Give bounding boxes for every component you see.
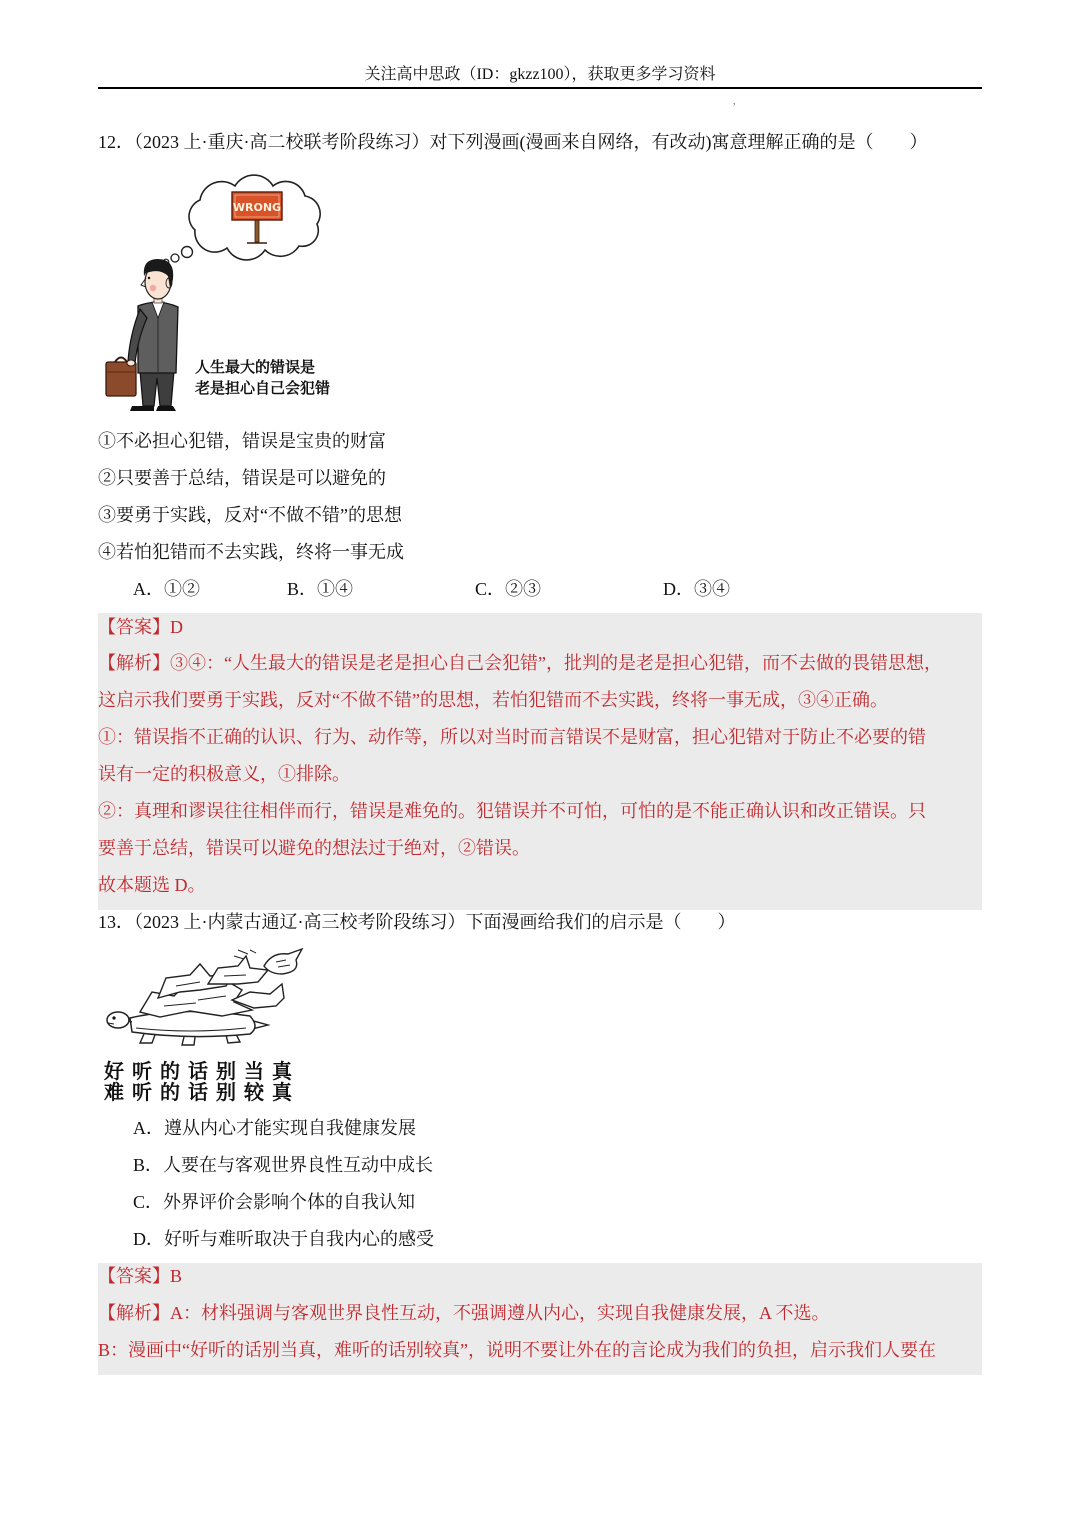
answer-line: 【答案】B [98, 1266, 183, 1286]
option-a: A．①② [133, 579, 200, 599]
option-d: D．③④ [663, 579, 730, 599]
analysis-line: 这启示我们要勇于实践，反对“不做不错”的思想，若怕犯错而不去实践，终将一事无成，③④正确。 [98, 690, 888, 710]
turtle [107, 1011, 268, 1045]
header-divider [98, 87, 982, 89]
analysis-line: 要善于总结，错误可以避免的想法过于绝对，②错误。 [98, 838, 530, 858]
cartoon-caption-line: 老是担心自己会犯错 [195, 379, 331, 397]
analysis-line: 故本题选 D。 [98, 875, 206, 895]
option-c: C．外界评价会影响个体的自我认知 [133, 1192, 416, 1212]
option-b: B．①④ [287, 579, 354, 599]
worried-man [106, 259, 178, 411]
analysis-line: ②：真理和谬误往往相伴而行，错误是难免的。犯错误并不可怕，可怕的是不能正确认识和改正错误。只 [98, 801, 926, 821]
analysis-line: 【解析】A：材料强调与客观世界良性互动，不强调遵从内心，实现自我健康发展，A 不选。 [98, 1303, 830, 1323]
cartoon-caption-line: 人生最大的错误是 [195, 358, 316, 376]
speech-bubble-pile [140, 956, 284, 1017]
analysis-line: ①：错误指不正确的认识、行为、动作等，所以对当时而言错误不是财富，担心犯错对于防止不必要的错 [98, 727, 926, 747]
option-d: D．好听与难听取决于自我内心的感受 [133, 1229, 434, 1249]
option-b: B．人要在与客观世界良性互动中成长 [133, 1155, 434, 1175]
page-header-title: 关注高中思政（ID：gkzz100），获取更多学习资料 [364, 66, 716, 83]
header-mark: , [733, 96, 736, 107]
analysis-line: 【解析】③④：“人生最大的错误是老是担心自己会犯错”，批判的是老是担心犯错，而不去做的畏错思想， [98, 653, 942, 673]
answer-line: 【答案】D [98, 617, 183, 637]
cartoon-caption-line: 难听的话别较真 [104, 1080, 300, 1104]
option-c: C．②③ [475, 579, 542, 599]
cartoon-turtle-illustration [100, 948, 310, 1048]
statement-item: ④若怕犯错而不去实践，终将一事无成 [98, 542, 404, 562]
option-a: A．遵从内心才能实现自我健康发展 [133, 1118, 416, 1138]
analysis-line: B：漫画中“好听的话别当真，难听的话别较真”，说明不要让外在的言论成为我们的负担，启示我们人要在 [98, 1340, 936, 1360]
statement-item: ①不必担心犯错，错误是宝贵的财富 [98, 431, 386, 451]
sign-text: WRONG [232, 201, 282, 214]
question-12-stem: 12．（2023 上·重庆·高二校联考阶段练习）对下列漫画(漫画来自网络，有改动)寓意理解正确的是（ ） [98, 132, 928, 152]
analysis-line: 误有一定的积极意义，①排除。 [98, 764, 350, 784]
statement-item: ③要勇于实践，反对“不做不错”的思想 [98, 505, 402, 525]
question-13-stem: 13．（2023 上·内蒙古通辽·高三校考阶段练习）下面漫画给我们的启示是（ ） [98, 912, 736, 932]
statement-item: ②只要善于总结，错误是可以避免的 [98, 468, 386, 488]
cartoon-caption-line: 好听的话别当真 [104, 1059, 300, 1083]
